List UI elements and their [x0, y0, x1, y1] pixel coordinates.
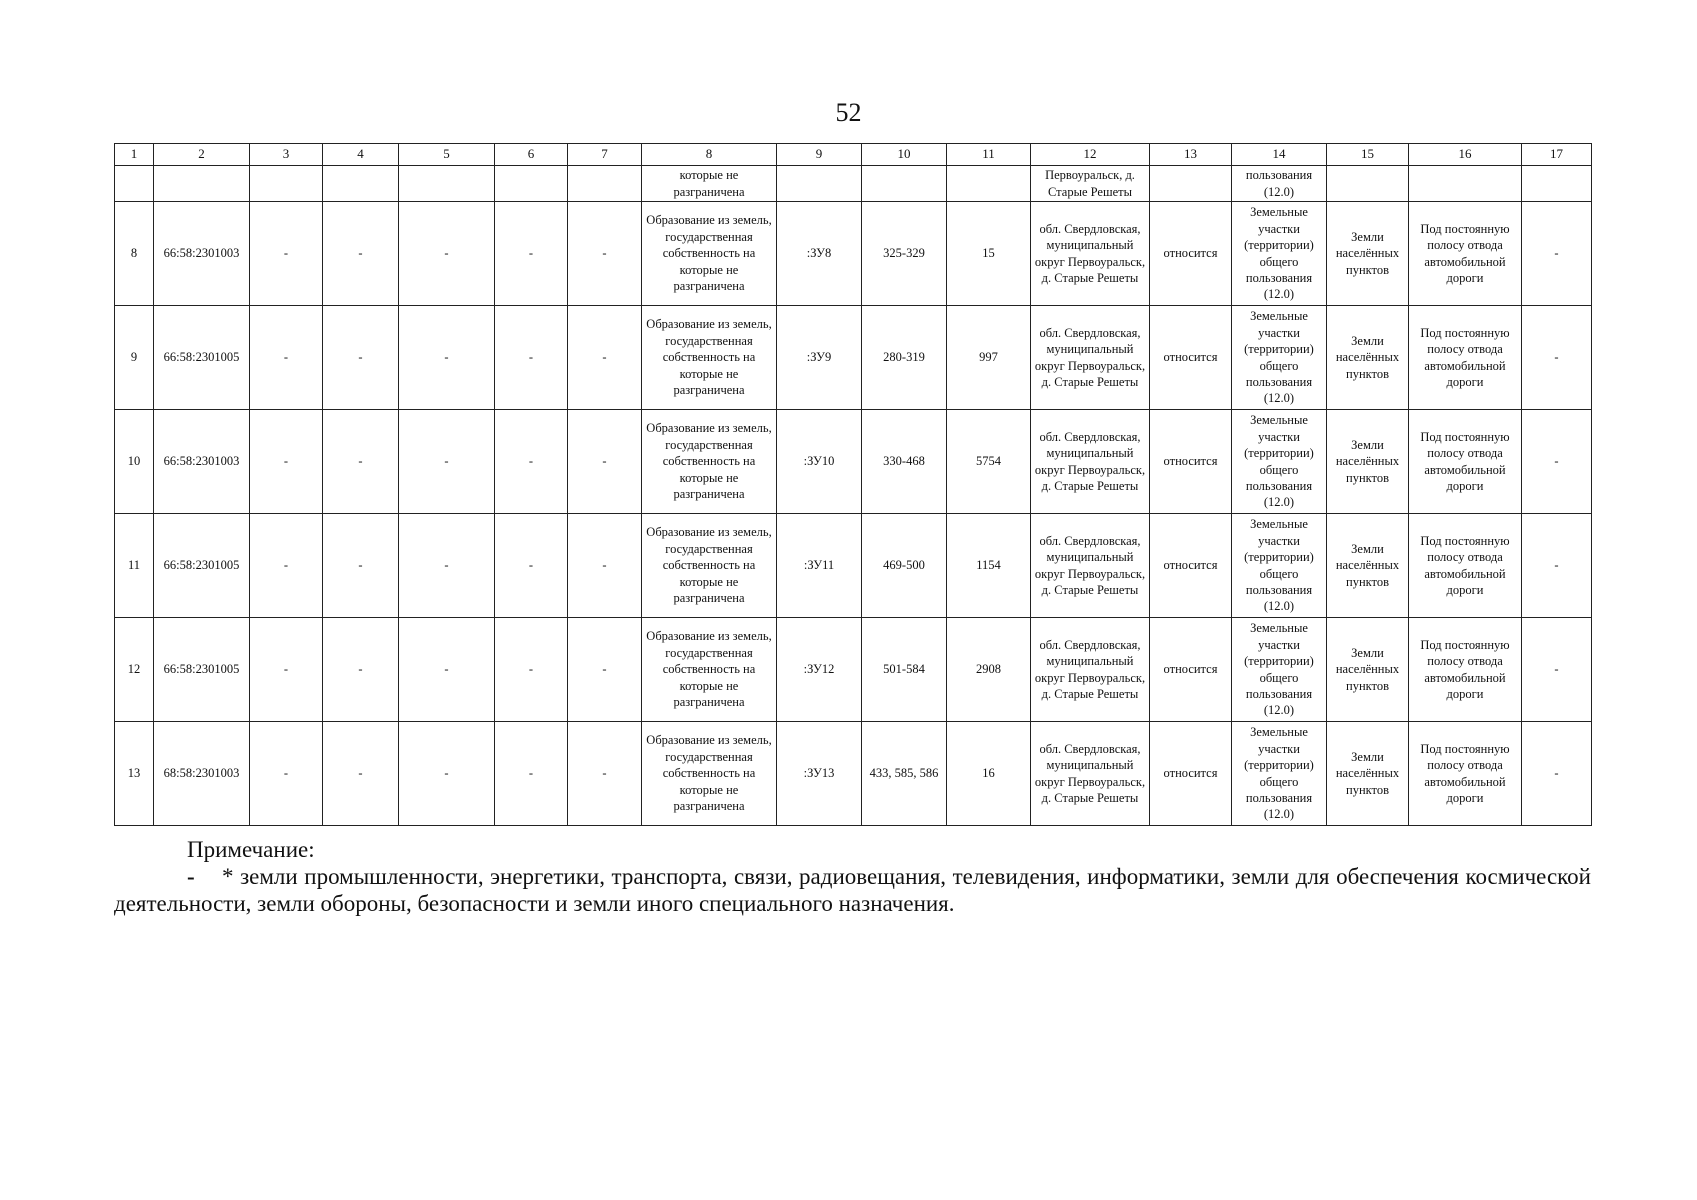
- table-cell: -: [399, 514, 495, 618]
- table-cell: [862, 166, 947, 202]
- table-cell: Под постоянную полосу отвода автомобильной дороги: [1409, 306, 1522, 410]
- table-cell: -: [1522, 618, 1592, 722]
- table-row-continuation: [115, 166, 1592, 202]
- table-cell: 280-319: [862, 306, 947, 410]
- table-cell: [115, 166, 154, 202]
- table-cell: Земли населённых пунктов: [1327, 618, 1409, 722]
- table-cell: -: [323, 202, 399, 306]
- page-number: 52: [835, 98, 862, 127]
- table-cell: -: [250, 618, 323, 722]
- notes-bullet: -: [187, 864, 195, 889]
- table-cell: обл. Свердловская, муниципальный округ Первоуральск, д. Старые Решеты: [1031, 514, 1150, 618]
- table-cell: [947, 166, 1031, 202]
- table-cell: 15: [947, 202, 1031, 306]
- table-cell: Земельные участки (территории) общего пользования (12.0): [1232, 618, 1327, 722]
- table-cell: 1154: [947, 514, 1031, 618]
- table-cell: -: [323, 306, 399, 410]
- notes-section: [114, 836, 1591, 917]
- table-cell: Земельные участки (территории) общего пользования (12.0): [1232, 722, 1327, 826]
- notes-item: [114, 863, 1591, 917]
- column-header-8: 8: [642, 144, 777, 166]
- table-cell: 66:58:2301005: [154, 306, 250, 410]
- table-cell: Образование из земель, государственная собственность на которые не разграничена: [642, 410, 777, 514]
- table-cell: 11: [115, 514, 154, 618]
- column-header-10: 10: [862, 144, 947, 166]
- table-cell: -: [495, 514, 568, 618]
- table-cell: :ЗУ9: [777, 306, 862, 410]
- table-cell: Образование из земель, государственная собственность на которые не разграничена: [642, 514, 777, 618]
- column-header-16: 16: [1409, 144, 1522, 166]
- table-cell: -: [1522, 306, 1592, 410]
- table-cell: 2908: [947, 618, 1031, 722]
- table-cell: Земли населённых пунктов: [1327, 410, 1409, 514]
- column-header-9: 9: [777, 144, 862, 166]
- table-cell: Земли населённых пунктов: [1327, 202, 1409, 306]
- column-header-6: 6: [495, 144, 568, 166]
- column-header-12: 12: [1031, 144, 1150, 166]
- table-cell: -: [250, 410, 323, 514]
- table-cell: обл. Свердловская, муниципальный округ Первоуральск, д. Старые Решеты: [1031, 410, 1150, 514]
- column-header-5: 5: [399, 144, 495, 166]
- table-cell: 501-584: [862, 618, 947, 722]
- table-cell: [399, 166, 495, 202]
- table-cell: 66:58:2301003: [154, 202, 250, 306]
- table-cell: обл. Свердловская, муниципальный округ Первоуральск, д. Старые Решеты: [1031, 306, 1150, 410]
- table-row: [115, 618, 1592, 722]
- table-cell: -: [399, 722, 495, 826]
- table-cell: -: [568, 410, 642, 514]
- column-header-17: 17: [1522, 144, 1592, 166]
- table-cell: -: [323, 514, 399, 618]
- table-cell: пользования (12.0): [1232, 166, 1327, 202]
- table-cell: [1409, 166, 1522, 202]
- table-cell: -: [323, 722, 399, 826]
- table-cell: 8: [115, 202, 154, 306]
- notes-title: Примечание:: [187, 837, 315, 862]
- table-row: [115, 202, 1592, 306]
- table-cell: 16: [947, 722, 1031, 826]
- column-header-11: 11: [947, 144, 1031, 166]
- notes-text: * земли промышленности, энергетики, транспорта, связи, радиовещания, телевидения, информатики, земли для обеспечения космической деятельности, земли обороны, безопасности и земли иного специального назначения.: [114, 864, 1591, 916]
- table-cell: относится: [1150, 722, 1232, 826]
- table-cell: Земли населённых пунктов: [1327, 514, 1409, 618]
- table-cell: Земельные участки (территории) общего пользования (12.0): [1232, 410, 1327, 514]
- table-cell: -: [1522, 722, 1592, 826]
- table-cell: относится: [1150, 618, 1232, 722]
- table-cell: -: [495, 202, 568, 306]
- column-header-4: 4: [323, 144, 399, 166]
- table-cell: -: [323, 410, 399, 514]
- table-cell: -: [399, 618, 495, 722]
- table-cell: -: [250, 306, 323, 410]
- table-cell: Земли населённых пунктов: [1327, 306, 1409, 410]
- column-header-13: 13: [1150, 144, 1232, 166]
- table-row: [115, 514, 1592, 618]
- table-cell: [1327, 166, 1409, 202]
- table-cell: 12: [115, 618, 154, 722]
- table-cell: 433, 585, 586: [862, 722, 947, 826]
- table-cell: обл. Свердловская, муниципальный округ Первоуральск, д. Старые Решеты: [1031, 618, 1150, 722]
- table-cell: :ЗУ8: [777, 202, 862, 306]
- column-header-3: 3: [250, 144, 323, 166]
- table-cell: обл. Свердловская, муниципальный округ Первоуральск, д. Старые Решеты: [1031, 722, 1150, 826]
- table-cell: 325-329: [862, 202, 947, 306]
- table-cell: [154, 166, 250, 202]
- table-cell: 330-468: [862, 410, 947, 514]
- table-cell: -: [568, 722, 642, 826]
- table-cell: [250, 166, 323, 202]
- table-cell: -: [1522, 410, 1592, 514]
- table-cell: -: [399, 202, 495, 306]
- table-cell: Под постоянную полосу отвода автомобильной дороги: [1409, 618, 1522, 722]
- table-cell: [568, 166, 642, 202]
- table-cell: 68:58:2301003: [154, 722, 250, 826]
- table-cell: -: [568, 306, 642, 410]
- table-cell: [1150, 166, 1232, 202]
- table-cell: -: [568, 618, 642, 722]
- table-cell: 5754: [947, 410, 1031, 514]
- table-cell: Под постоянную полосу отвода автомобильной дороги: [1409, 410, 1522, 514]
- table-cell: -: [1522, 202, 1592, 306]
- table-row: [115, 410, 1592, 514]
- column-header-14: 14: [1232, 144, 1327, 166]
- table-row: [115, 306, 1592, 410]
- table-cell: Земельные участки (территории) общего пользования (12.0): [1232, 202, 1327, 306]
- table-cell: 469-500: [862, 514, 947, 618]
- table-cell: :ЗУ13: [777, 722, 862, 826]
- table-cell: 66:58:2301003: [154, 410, 250, 514]
- table-cell: обл. Свердловская, муниципальный округ Первоуральск, д. Старые Решеты: [1031, 202, 1150, 306]
- table-cell: [777, 166, 862, 202]
- table-cell: Образование из земель, государственная собственность на которые не разграничена: [642, 618, 777, 722]
- table-cell: относится: [1150, 202, 1232, 306]
- table-cell: 66:58:2301005: [154, 514, 250, 618]
- column-header-15: 15: [1327, 144, 1409, 166]
- table-cell: Земельные участки (территории) общего пользования (12.0): [1232, 514, 1327, 618]
- table-cell: -: [1522, 514, 1592, 618]
- table-cell: -: [250, 514, 323, 618]
- table-cell: -: [399, 410, 495, 514]
- table-cell: :ЗУ11: [777, 514, 862, 618]
- table-cell: -: [250, 722, 323, 826]
- column-header-7: 7: [568, 144, 642, 166]
- table-header-row: [115, 144, 1592, 166]
- table-cell: Под постоянную полосу отвода автомобильной дороги: [1409, 722, 1522, 826]
- table-cell: Под постоянную полосу отвода автомобильной дороги: [1409, 514, 1522, 618]
- table-row: [115, 722, 1592, 826]
- table-cell: Под постоянную полосу отвода автомобильной дороги: [1409, 202, 1522, 306]
- table-cell: -: [250, 202, 323, 306]
- table-cell: 13: [115, 722, 154, 826]
- land-plots-table: [114, 143, 1592, 826]
- table-cell: относится: [1150, 410, 1232, 514]
- table-cell: относится: [1150, 306, 1232, 410]
- table-cell: -: [399, 306, 495, 410]
- table-cell: Земли населённых пунктов: [1327, 722, 1409, 826]
- column-header-2: 2: [154, 144, 250, 166]
- table-cell: относится: [1150, 514, 1232, 618]
- table-cell: 66:58:2301005: [154, 618, 250, 722]
- table-cell: [323, 166, 399, 202]
- table-cell: -: [495, 306, 568, 410]
- table-cell: Образование из земель, государственная собственность на которые не разграничена: [642, 202, 777, 306]
- table-cell: 997: [947, 306, 1031, 410]
- table-cell: Первоуральск, д. Старые Решеты: [1031, 166, 1150, 202]
- table-cell: -: [323, 618, 399, 722]
- table-cell: [495, 166, 568, 202]
- table-cell: 9: [115, 306, 154, 410]
- table-cell: [1522, 166, 1592, 202]
- table-body: [115, 166, 1592, 826]
- table-cell: Образование из земель, государственная собственность на которые не разграничена: [642, 722, 777, 826]
- table-cell: -: [568, 202, 642, 306]
- table-cell: -: [495, 722, 568, 826]
- table-cell: :ЗУ12: [777, 618, 862, 722]
- table-cell: Образование из земель, государственная собственность на которые не разграничена: [642, 306, 777, 410]
- table-cell: :ЗУ10: [777, 410, 862, 514]
- table-cell: 10: [115, 410, 154, 514]
- table-cell: Земельные участки (территории) общего пользования (12.0): [1232, 306, 1327, 410]
- table-cell: -: [495, 618, 568, 722]
- column-header-1: 1: [115, 144, 154, 166]
- table-cell: -: [568, 514, 642, 618]
- table-cell: которые не разграничена: [642, 166, 777, 202]
- table-cell: -: [495, 410, 568, 514]
